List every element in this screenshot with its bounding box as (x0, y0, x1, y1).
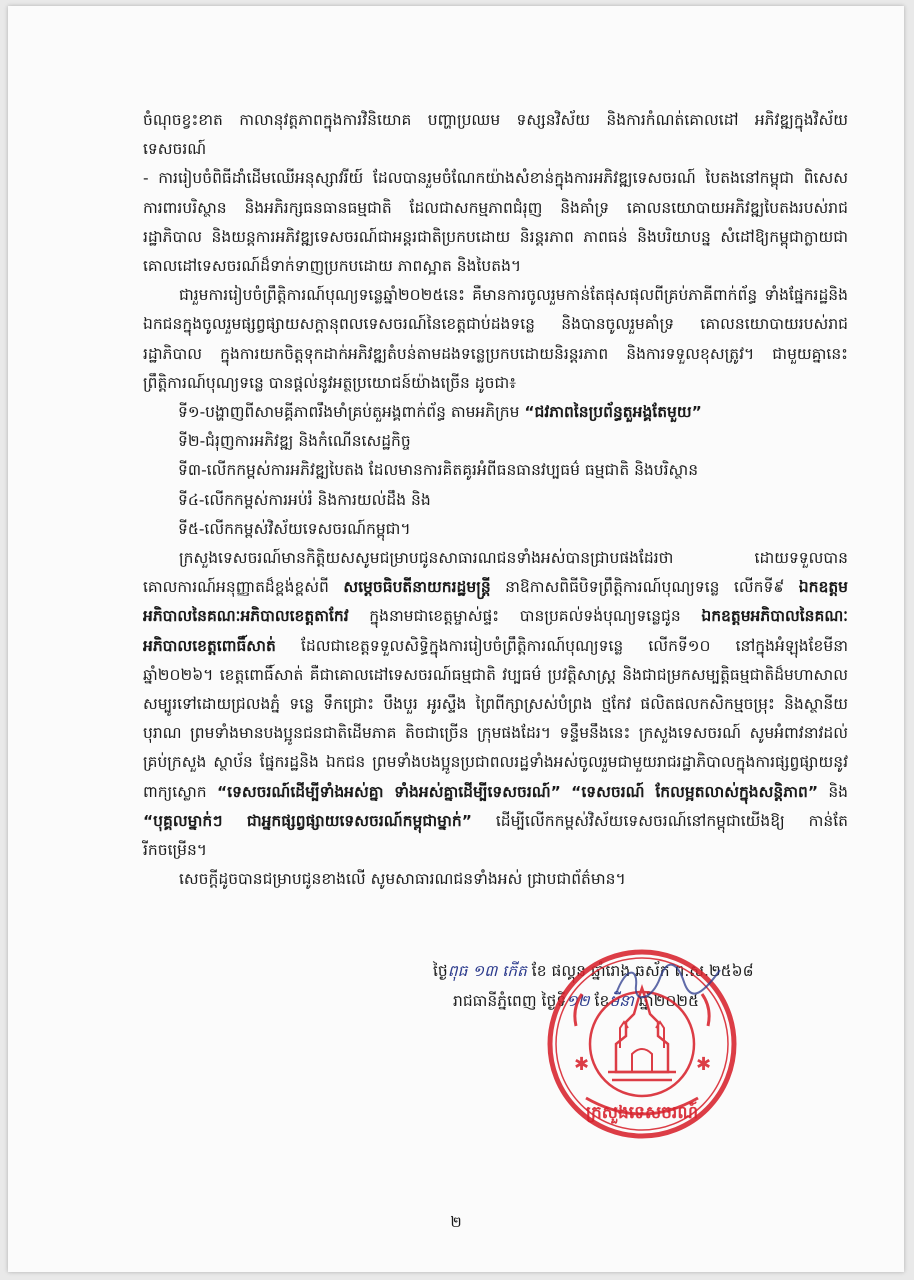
announcement-text: ដែលជាខេត្តទទួលសិទ្ធិក្នុងការរៀបចំព្រឹត្តិការណ៍បុណ្យទន្លេ លើកទី១០ នៅក្នុងអំឡុងខែមីនា ឆ្នាំ២០២៦។ ខេត្តពោធិ៍សាត់ គឺជាគោលដៅទេសចរណ៍ធម្មជាតិ វប្បធម៌ ប្រវត្តិសាស្ត្រ និងជាជម្រកសម្បត្តិធម្មជាតិដ៏មហាសាល សម្បូរទៅដោយជ្រលងភ្នំ ទន្លេ ទឹកជ្រោះ បឹងបួរ អូរស្ទឹង ព្រៃពីក្សាស្រស់បំព្រង ថ្មកែវ ផលិតផលកសិកម្មចម្រុះ និងស្ថានីយបុរាណ ព្រមទាំងមានបងប្អូនជនជាតិដើមភាគ តិចជាច្រើន ក្រុមផងដែរ។ ទន្ទឹមនឹងនេះ ក្រសួងទេសចរណ៍ សូមអំពាវនាវដល់គ្រប់ក្រសួង ស្ថាប័ន ផ្នែករដ្ឋនិង ឯកជន ព្រមទាំងបងប្អូនប្រជាពលរដ្ឋទាំងអស់ចូលរួមជាមួយរាជរដ្ឋាភិបាលក្នុងការផ្សព្វផ្សាយនូវពាក្យស្លោក (143, 636, 848, 801)
announcement-text: និង (818, 782, 849, 801)
announcement-text: ក្នុងនាមជាខេត្តម្ចាស់ផ្ទះ បានប្រគល់ទង់បុណ្យទន្លេជូន (348, 607, 702, 626)
document-body (143, 106, 848, 894)
benefit-item: ទី២-ជំរុញការអភិវឌ្ឍ និងកំណើនសេដ្ឋកិច្ច (178, 432, 411, 451)
announcement-paragraph (143, 544, 848, 865)
benefit-item: ទី៣-លើកកម្ពស់ការអភិវឌ្ឍបៃតង ដែលមានការគិតគូរអំពីធនធានវប្បធម៌ ធម្មជាតិ និងបរិស្ថាន (178, 461, 699, 480)
takeo-governor-title: ឯកឧត្តមអភិបាលនៃគណៈអភិបាលខេត្តតាកែវ (143, 578, 848, 626)
page-number: ២ (450, 1213, 462, 1231)
benefit-text: ទី១-បង្ហាញពីសាមគ្គីភាពរឹងមាំគ្រប់តួអង្គពាក់ព័ន្ធ តាមអភិក្រម (178, 403, 525, 422)
announcement-text: ដើម្បីលើកកម្ពស់វិស័យទេសចរណ៍នៅកម្ពុជាយើងឱ្យ កាន់តែរីកចម្រើន។ (143, 811, 849, 860)
stamp-ministry-text: ក្រសួងទេសចរណ៍ (585, 1103, 699, 1123)
closing-paragraph: សេចក្តីដូចបានជម្រាបជូនខាងលើ សូមសាធារណជនទាំងអស់ ជ្រាបជាព័ត៌មាន។ (179, 870, 626, 889)
benefit-item: ទី៤-លើកកម្ពស់ការអប់រំ និងការយល់ដឹង និង (178, 490, 431, 509)
announcement-text: ក្រសួងទេសចរណ៍មានកិត្តិយសសូមជម្រាបជូនសាធារណជនទាំងអស់បានជ្រាបផងដែរថា ដោយទទួលបាន គោលការណ៍អនុញ្ញាតដ៏ខ្ពង់ខ្ពស់ពី (143, 549, 848, 597)
slogan-2: “ទេសចរណ៍ កែលម្អតលាស់ក្នុងសន្តិភាព” (571, 782, 819, 801)
announcement-text: នាឱកាសពិធីបិទព្រឹត្តិការណ៍បុណ្យទន្លេ លើកទី៩ (490, 578, 799, 597)
handwritten-day: ១២ (566, 992, 590, 1010)
date-prefix: ថ្ងៃ (433, 962, 448, 980)
svg-text:✱: ✱ (574, 1054, 590, 1075)
signature (608, 956, 728, 1006)
benefit-slogan: “ជវភាពនៃប្រព័ន្ធតួអង្គតែមួយ” (524, 403, 702, 422)
place-date-prefix: រាជធានីភ្នំពេញ ថ្ងៃទី (453, 992, 567, 1010)
summary-paragraph: ជារួមការរៀបចំព្រឹត្តិការណ៍បុណ្យទន្លេឆ្នាំ២០២៥នេះ គឺមានការចូលរួមកាន់តែផុសផុលពីគ្រប់ភាគីពាក់ព័ន្ធ ទាំងផ្នែករដ្ឋនិងឯកជនក្នុងចូលរួមផ្សព្វផ្សាយសក្តានុពលទេសចរណ៍នៃខេត្តជាប់ដងទន្លេ និងបានចូលរួមគាំទ្រ គោលនយោបាយរបស់រាជរដ្ឋាភិបាល ក្នុងការយកចិត្តទុកដាក់អភិវឌ្ឍតំបន់តាមដងទន្លេប្រកបដោយនិរន្តរភាព និងការទទួលខុសត្រូវ។ ជាមួយគ្នានេះ ព្រឹត្តិការណ៍បុណ្យទន្លេ បានផ្តល់នូវអត្ថប្រយោជន៍យ៉ាងច្រើន ដូចជា៖ (143, 286, 848, 392)
benefit-item: ទី៥-លើកកម្ពស់វិស័យទេសចរណ៍កម្ពុជា។ (178, 519, 411, 538)
handwritten-date: ពុធ ១៣ កើត (447, 962, 527, 980)
benefit-item (143, 398, 848, 427)
year-text: ឆ្នាំ២០២៥ (633, 992, 700, 1010)
continuation-paragraph: ចំណុចខ្វះខាត កាលានុវត្តភាពក្នុងការវិនិយោគ បញ្ហាប្រឈម ទស្សនវិស័យ និងការកំណត់គោលដៅ អភិវឌ្ឍក្នុងវិស័យទេសចរណ៍ (143, 111, 848, 159)
prime-minister-title: សម្តេចធិបតីនាយករដ្ឋមន្ត្រី (343, 578, 491, 597)
lunar-date-rest: ខែ ផល្គុន ឆ្នាំរោង ឆស័ក ព.ស.២៥៦៨ (526, 962, 754, 980)
slogan-1: “ទេសចរណ៍ដើម្បីទាំងអស់គ្នា ទាំងអស់គ្នាដើម្បីទេសចរណ៍” (216, 782, 561, 801)
pursat-governor-title: ឯកឧត្តមអភិបាលនៃគណៈអភិបាលខេត្តពោធិ៍សាត់ (143, 607, 848, 655)
slogan-3: “បុគ្គលម្នាក់ៗ ជាអ្នកផ្សព្វផ្សាយទេសចរណ៍កម្ពុជាម្នាក់” (143, 811, 472, 830)
month-prefix: ខែ (589, 992, 610, 1010)
handwritten-month: មីនា (609, 992, 634, 1010)
bullet-tree-planting: - ការរៀបចំពិធីដាំដើមឈើអនុស្សាវរីយ៍ ដែលបានរួមចំណែកយ៉ាងសំខាន់ក្នុងការអភិវឌ្ឍទេសចរណ៍ បៃតងនៅកម្ពុជា ពិសេសការពារបរិស្ថាន និងអភិរក្សធនធានធម្មជាតិ ដែលជាសកម្មភាពជំរុញ និងគាំទ្រ គោលនយោបាយអភិវឌ្ឍបៃតងរបស់រាជរដ្ឋាភិបាល និងយន្តការអភិវឌ្ឍទេសចរណ៍ជាអន្តរជាតិប្រកបដោយ និរន្តរភាព ភាពធន់ និងបរិយាបន្ន សំដៅឱ្យកម្ពុជាក្លាយជាគោលដៅទេសចរណ៍ដ៏ទាក់ទាញប្រកបដោយ ភាពស្អាត និងបៃតង។ (143, 169, 848, 276)
announcement-text (561, 783, 571, 801)
svg-text:✱: ✱ (696, 1054, 712, 1075)
document-page (8, 6, 904, 1272)
